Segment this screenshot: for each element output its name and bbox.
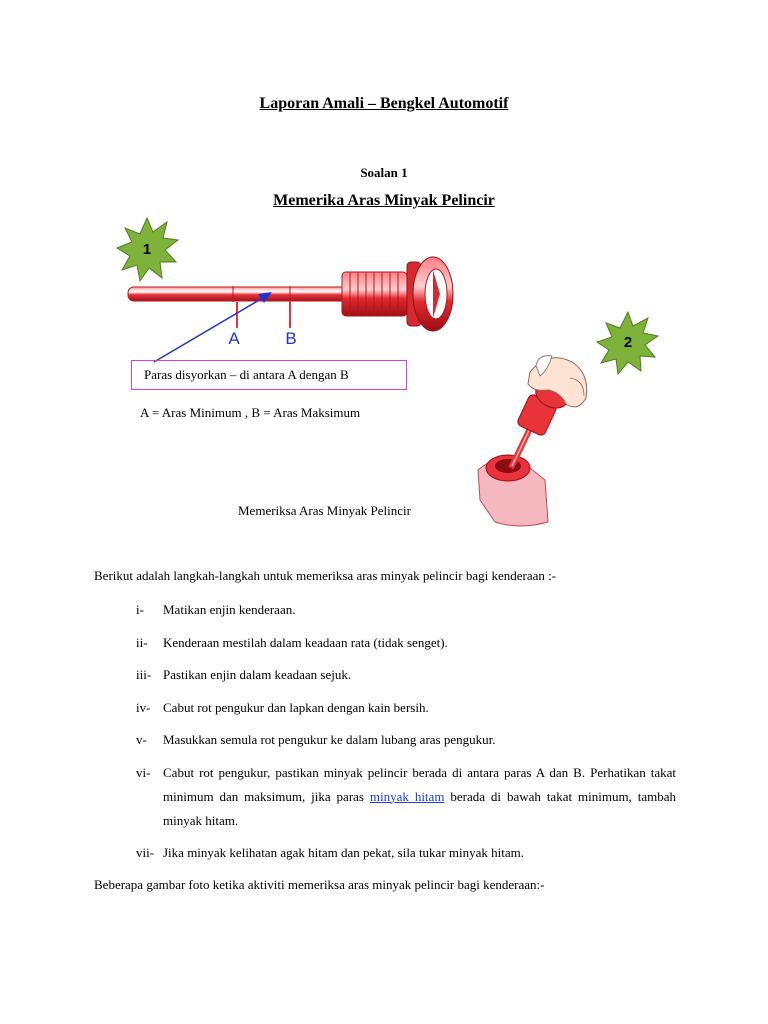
level-legend: A = Aras Minimum , B = Aras Maksimum	[140, 405, 361, 420]
mark-b-label: B	[285, 329, 297, 348]
photos-intro: Beberapa gambar foto ketika aktiviti memeriksa aras minyak pelincir bagi kenderaan:-	[94, 877, 545, 892]
step-text	[163, 761, 676, 833]
question-number: Soalan 1	[360, 165, 408, 180]
figure-caption: Memeriksa Aras Minyak Pelincir	[238, 503, 411, 518]
minyak-hitam-link[interactable]: minyak hitam	[369, 788, 445, 804]
step-text-after: berada di bawah takat minimum, tambah minyak hitam.	[163, 788, 677, 828]
list-item	[136, 728, 676, 752]
step-text: Cabut rot pengukur dan lapkan dengan kain bersih.	[163, 699, 429, 715]
badge-1-icon	[117, 218, 178, 281]
list-item	[136, 598, 676, 622]
step-text-before: Cabut rot pengukur, pastikan minyak pelincir berada di antara paras A dan B. Perhatikan takat minimum dan maksimum, jika paras	[163, 764, 676, 804]
badge-2-label: 2	[623, 334, 633, 351]
step-number: ii-	[136, 634, 148, 650]
badge-2-icon	[597, 312, 658, 374]
list-item	[136, 761, 676, 833]
recommended-level-callout: Paras disyorkan – di antara A dengan B	[131, 360, 407, 390]
list-item	[136, 631, 676, 655]
pointer-arrow-icon	[154, 292, 272, 362]
step-number: v-	[136, 732, 147, 747]
step-number: iv-	[136, 699, 151, 715]
document-title: Laporan Amali – Bengkel Automotif	[259, 95, 509, 112]
list-item	[136, 841, 676, 865]
list-item	[136, 663, 676, 687]
step-number: iii-	[136, 667, 152, 682]
step-text: Matikan enjin kenderaan.	[163, 602, 296, 617]
list-item	[136, 696, 676, 720]
step-text: Pastikan enjin dalam keadaan sejuk.	[163, 667, 352, 682]
step-number: i-	[136, 602, 144, 617]
step-text: Kenderaan mestilah dalam keadaan rata (tidak senget).	[163, 634, 448, 650]
step-number: vii-	[136, 845, 155, 860]
steps-intro: Berikut adalah langkah-langkah untuk memeriksa aras minyak pelincir bagi kenderaan :-	[94, 568, 557, 583]
section-title: Memerika Aras Minyak Pelincir	[273, 192, 495, 209]
hand-with-dipstick-icon	[478, 356, 587, 526]
step-text: Masukkan semula rot pengukur ke dalam lubang aras pengukur.	[163, 732, 496, 747]
mark-a-label: A	[228, 329, 240, 348]
badge-1-label: 1	[142, 241, 152, 258]
step-number: vi-	[136, 764, 151, 780]
steps-list	[136, 598, 676, 874]
step-text: Jika minyak kelihatan agak hitam dan pekat, sila tukar minyak hitam.	[163, 845, 525, 860]
